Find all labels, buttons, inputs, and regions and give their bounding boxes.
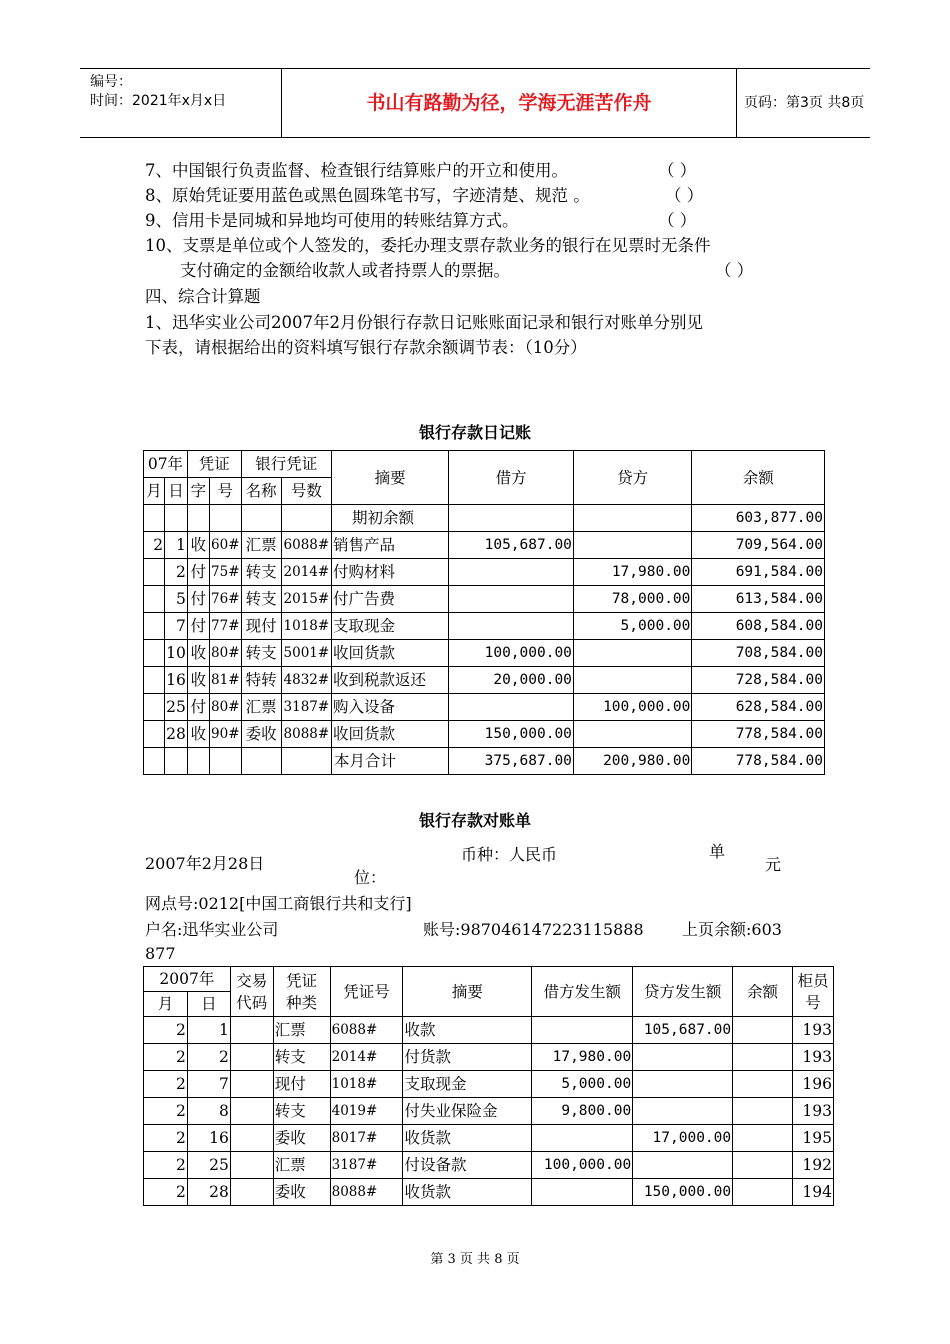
hdr-summary: 摘要 xyxy=(331,451,448,505)
journal-debit xyxy=(449,694,574,721)
statement-unit-a: 单 xyxy=(709,842,726,861)
hdr-bank-voucher: 银行凭证 xyxy=(241,451,331,478)
st-hdr-debit: 借方发生额 xyxy=(532,967,633,1017)
journal-debit xyxy=(449,586,574,613)
st-hdr-day: 日 xyxy=(187,992,230,1017)
journal-day: 10 xyxy=(165,640,188,667)
statement-row xyxy=(144,1125,834,1152)
statement-debit xyxy=(532,1179,633,1206)
statement-debit xyxy=(532,1017,633,1044)
bank-statement-table xyxy=(143,966,834,1206)
journal-row xyxy=(144,559,825,586)
journal-month xyxy=(144,613,165,640)
statement-summary: 付货款 xyxy=(403,1044,532,1071)
statement-debit: 5,000.00 xyxy=(532,1071,633,1098)
statement-credit xyxy=(633,1152,733,1179)
statement-balance xyxy=(733,1071,793,1098)
hdr-num: 号数 xyxy=(281,478,331,505)
time-label: 时间：2021年x月x日 xyxy=(90,93,227,109)
journal-bank-voucher-no: 2014# xyxy=(281,559,331,586)
journal-day xyxy=(165,748,188,775)
statement-unit-b: 位： xyxy=(354,868,387,887)
journal-title: 银行存款日记账 xyxy=(418,423,531,442)
statement-credit xyxy=(633,1044,733,1071)
journal-credit: 5,000.00 xyxy=(573,613,691,640)
journal-month xyxy=(144,748,165,775)
statement-row xyxy=(144,1098,834,1125)
journal-month xyxy=(144,586,165,613)
journal-month xyxy=(144,667,165,694)
journal-voucher-type xyxy=(187,748,209,775)
journal-voucher-type xyxy=(187,505,209,532)
statement-row xyxy=(144,1179,834,1206)
journal-credit xyxy=(573,532,691,559)
journal-debit xyxy=(449,613,574,640)
journal-voucher-type: 收 xyxy=(187,721,209,748)
journal-day: 2 xyxy=(165,559,188,586)
statement-day: 2 xyxy=(187,1044,230,1071)
journal-month: 2 xyxy=(144,532,165,559)
statement-summary: 支取现金 xyxy=(403,1071,532,1098)
journal-summary: 收回货款 xyxy=(331,721,448,748)
statement-voucher-no: 4019# xyxy=(330,1098,403,1125)
statement-voucher-no: 1018# xyxy=(330,1071,403,1098)
statement-teller: 192 xyxy=(792,1152,833,1179)
journal-bank-voucher-no xyxy=(281,748,331,775)
journal-row xyxy=(144,505,825,532)
statement-trans-code xyxy=(230,1179,273,1206)
journal-bank-voucher-name: 委收 xyxy=(241,721,281,748)
journal-debit: 375,687.00 xyxy=(449,748,574,775)
journal-balance: 728,584.00 xyxy=(692,667,825,694)
question-9: 9、信用卡是同城和异地均可使用的转账结算方式。 （ ） xyxy=(145,211,697,230)
statement-balance xyxy=(733,1098,793,1125)
header-motto: 书山有路勤为径，学海无涯苦作舟 xyxy=(282,69,737,137)
hdr-year: 07年 xyxy=(144,451,188,478)
statement-voucher-type: 汇票 xyxy=(273,1152,330,1179)
statement-credit: 105,687.00 xyxy=(633,1017,733,1044)
journal-day: 28 xyxy=(165,721,188,748)
journal-day: 1 xyxy=(165,532,188,559)
st-hdr-summary: 摘要 xyxy=(403,967,532,1017)
journal-bank-voucher-name: 转支 xyxy=(241,640,281,667)
journal-row xyxy=(144,586,825,613)
journal-row xyxy=(144,748,825,775)
journal-credit xyxy=(573,505,691,532)
statement-summary: 付失业保险金 xyxy=(403,1098,532,1125)
statement-date: 2007年2月28日 xyxy=(145,854,265,873)
statement-summary: 收货款 xyxy=(403,1179,532,1206)
statement-day: 8 xyxy=(187,1098,230,1125)
statement-balance xyxy=(733,1152,793,1179)
question-10-cont: 支付确定的金额给收款人或者持票人的票据。 （ ） xyxy=(180,261,754,280)
journal-bank-voucher-name: 转支 xyxy=(241,586,281,613)
journal-row xyxy=(144,667,825,694)
hdr-debit: 借方 xyxy=(449,451,574,505)
st-hdr-teller: 柜员 号 xyxy=(792,967,833,1017)
journal-voucher-no: 75# xyxy=(209,559,241,586)
statement-month: 2 xyxy=(144,1179,188,1206)
statement-voucher-no: 6088# xyxy=(330,1017,403,1044)
statement-voucher-no: 8017# xyxy=(330,1125,403,1152)
journal-balance: 603,877.00 xyxy=(692,505,825,532)
journal-day: 5 xyxy=(165,586,188,613)
statement-voucher-type: 委收 xyxy=(273,1179,330,1206)
journal-credit xyxy=(573,721,691,748)
journal-summary: 支取现金 xyxy=(331,613,448,640)
journal-voucher-type: 付 xyxy=(187,613,209,640)
statement-header-row-1 xyxy=(144,967,834,992)
st-hdr-credit: 贷方发生额 xyxy=(633,967,733,1017)
statement-month: 2 xyxy=(144,1098,188,1125)
statement-month: 2 xyxy=(144,1044,188,1071)
journal-voucher-no xyxy=(209,505,241,532)
statement-balance xyxy=(733,1125,793,1152)
journal-voucher-no: 80# xyxy=(209,694,241,721)
statement-voucher-no: 8088# xyxy=(330,1179,403,1206)
page-header xyxy=(80,68,870,138)
journal-credit: 100,000.00 xyxy=(573,694,691,721)
journal-summary: 付购材料 xyxy=(331,559,448,586)
hdr-credit: 贷方 xyxy=(573,451,691,505)
journal-balance: 613,584.00 xyxy=(692,586,825,613)
journal-voucher-no xyxy=(209,748,241,775)
journal-bank-voucher-no: 3187# xyxy=(281,694,331,721)
statement-voucher-no: 2014# xyxy=(330,1044,403,1071)
statement-voucher-type: 汇票 xyxy=(273,1017,330,1044)
journal-summary: 购入设备 xyxy=(331,694,448,721)
journal-bank-voucher-no: 5001# xyxy=(281,640,331,667)
statement-row xyxy=(144,1044,834,1071)
journal-voucher-no: 60# xyxy=(209,532,241,559)
journal-debit: 20,000.00 xyxy=(449,667,574,694)
journal-header-row-1 xyxy=(144,451,825,478)
statement-account-name: 户名:迅华实业公司 xyxy=(145,920,279,939)
journal-voucher-type: 收 xyxy=(187,640,209,667)
question-10: 10、支票是单位或个人签发的，委托办理支票存款业务的银行在见票时无条件 xyxy=(145,236,711,255)
st-hdr-balance: 余额 xyxy=(733,967,793,1017)
journal-summary: 本月合计 xyxy=(331,748,448,775)
header-meta xyxy=(80,69,282,137)
journal-summary: 收回货款 xyxy=(331,640,448,667)
journal-month xyxy=(144,721,165,748)
statement-voucher-type: 现付 xyxy=(273,1071,330,1098)
journal-voucher-no: 80# xyxy=(209,640,241,667)
journal-bank-voucher-name xyxy=(241,505,281,532)
journal-voucher-no: 77# xyxy=(209,613,241,640)
statement-credit: 17,000.00 xyxy=(633,1125,733,1152)
statement-day: 16 xyxy=(187,1125,230,1152)
question-7: 7、中国银行负责监督、检查银行结算账户的开立和使用。 （ ） xyxy=(145,161,697,180)
journal-debit: 100,000.00 xyxy=(449,640,574,667)
statement-teller: 196 xyxy=(792,1071,833,1098)
statement-voucher-type: 转支 xyxy=(273,1098,330,1125)
statement-trans-code xyxy=(230,1152,273,1179)
journal-bank-voucher-name xyxy=(241,748,281,775)
statement-currency: 币种：人民币 xyxy=(461,845,558,864)
journal-credit xyxy=(573,667,691,694)
statement-month: 2 xyxy=(144,1125,188,1152)
statement-trans-code xyxy=(230,1071,273,1098)
statement-title: 银行存款对账单 xyxy=(418,811,531,830)
statement-voucher-type: 转支 xyxy=(273,1044,330,1071)
journal-day: 7 xyxy=(165,613,188,640)
section-title: 四、综合计算题 xyxy=(145,287,261,306)
st-hdr-month: 月 xyxy=(144,992,188,1017)
statement-debit xyxy=(532,1125,633,1152)
hdr-balance: 余额 xyxy=(692,451,825,505)
hdr-month: 月 xyxy=(144,478,165,505)
journal-bank-voucher-name: 转支 xyxy=(241,559,281,586)
statement-account-no: 账号:987046147223115888 xyxy=(423,920,644,939)
journal-balance: 691,584.00 xyxy=(692,559,825,586)
journal-day: 16 xyxy=(165,667,188,694)
statement-credit xyxy=(633,1098,733,1125)
statement-balance xyxy=(733,1179,793,1206)
journal-summary: 销售产品 xyxy=(331,532,448,559)
hdr-voucher: 凭证 xyxy=(187,451,241,478)
journal-credit: 200,980.00 xyxy=(573,748,691,775)
statement-unit-c: 元 xyxy=(765,855,782,874)
statement-trans-code xyxy=(230,1044,273,1071)
statement-prev-balance-cont: 877 xyxy=(145,944,176,963)
statement-summary: 收货款 xyxy=(403,1125,532,1152)
statement-debit: 17,980.00 xyxy=(532,1044,633,1071)
problem-line-2: 下表，请根据给出的资料填写银行存款余额调节表：（10分） xyxy=(145,338,587,357)
statement-voucher-type: 委收 xyxy=(273,1125,330,1152)
statement-summary: 收款 xyxy=(403,1017,532,1044)
bank-journal-table xyxy=(143,450,825,775)
number-label: 编号： xyxy=(90,74,132,90)
journal-credit: 17,980.00 xyxy=(573,559,691,586)
statement-branch: 网点号:0212[中国工商银行共和支行] xyxy=(145,894,412,913)
journal-voucher-no: 81# xyxy=(209,667,241,694)
journal-row xyxy=(144,613,825,640)
journal-bank-voucher-no xyxy=(281,505,331,532)
journal-debit xyxy=(449,559,574,586)
journal-balance: 778,584.00 xyxy=(692,748,825,775)
statement-balance xyxy=(733,1044,793,1071)
journal-voucher-type: 付 xyxy=(187,559,209,586)
statement-debit: 9,800.00 xyxy=(532,1098,633,1125)
question-8: 8、原始凭证要用蓝色或黑色圆珠笔书写，字迹清楚、规范 。 （ ） xyxy=(145,186,704,205)
page-footer: 第 3 页 共 8 页 xyxy=(430,1252,520,1267)
statement-teller: 194 xyxy=(792,1179,833,1206)
journal-debit: 105,687.00 xyxy=(449,532,574,559)
hdr-no: 号 xyxy=(209,478,241,505)
journal-row xyxy=(144,694,825,721)
journal-month xyxy=(144,640,165,667)
statement-day: 28 xyxy=(187,1179,230,1206)
hdr-day: 日 xyxy=(165,478,188,505)
journal-month xyxy=(144,559,165,586)
statement-month: 2 xyxy=(144,1017,188,1044)
statement-row xyxy=(144,1017,834,1044)
journal-debit xyxy=(449,505,574,532)
statement-debit: 100,000.00 xyxy=(532,1152,633,1179)
journal-month xyxy=(144,694,165,721)
statement-teller: 193 xyxy=(792,1098,833,1125)
st-hdr-voucher-no: 凭证号 xyxy=(330,967,403,1017)
journal-credit: 78,000.00 xyxy=(573,586,691,613)
journal-bank-voucher-no: 8088# xyxy=(281,721,331,748)
journal-bank-voucher-name: 现付 xyxy=(241,613,281,640)
journal-balance: 608,584.00 xyxy=(692,613,825,640)
st-hdr-trans-code: 交易 代码 xyxy=(230,967,273,1017)
statement-credit: 150,000.00 xyxy=(633,1179,733,1206)
statement-voucher-no: 3187# xyxy=(330,1152,403,1179)
journal-bank-voucher-name: 汇票 xyxy=(241,532,281,559)
statement-day: 1 xyxy=(187,1017,230,1044)
journal-bank-voucher-name: 汇票 xyxy=(241,694,281,721)
statement-trans-code xyxy=(230,1125,273,1152)
journal-row xyxy=(144,640,825,667)
journal-day: 25 xyxy=(165,694,188,721)
journal-balance: 708,584.00 xyxy=(692,640,825,667)
journal-balance: 778,584.00 xyxy=(692,721,825,748)
problem-line-1: 1、迅华实业公司2007年2月份银行存款日记账账面记录和银行对账单分别见 xyxy=(145,313,703,332)
st-hdr-year: 2007年 xyxy=(144,967,231,992)
journal-summary: 付广告费 xyxy=(331,586,448,613)
journal-summary: 期初余额 xyxy=(331,505,448,532)
page-indicator: 页码：第3页 共8页 xyxy=(744,95,865,111)
statement-balance xyxy=(733,1017,793,1044)
statement-day: 25 xyxy=(187,1152,230,1179)
journal-day xyxy=(165,505,188,532)
statement-row xyxy=(144,1152,834,1179)
statement-trans-code xyxy=(230,1098,273,1125)
hdr-name: 名称 xyxy=(241,478,281,505)
journal-bank-voucher-no: 1018# xyxy=(281,613,331,640)
journal-row xyxy=(144,532,825,559)
journal-voucher-type: 收 xyxy=(187,667,209,694)
statement-prev-balance: 上页余额:603 xyxy=(682,920,782,939)
journal-month xyxy=(144,505,165,532)
statement-row xyxy=(144,1071,834,1098)
hdr-type: 字 xyxy=(187,478,209,505)
statement-teller: 193 xyxy=(792,1044,833,1071)
journal-bank-voucher-no: 2015# xyxy=(281,586,331,613)
statement-month: 2 xyxy=(144,1071,188,1098)
statement-teller: 193 xyxy=(792,1017,833,1044)
statement-day: 7 xyxy=(187,1071,230,1098)
journal-credit xyxy=(573,640,691,667)
statement-month: 2 xyxy=(144,1152,188,1179)
st-hdr-voucher-type: 凭证 种类 xyxy=(273,967,330,1017)
journal-bank-voucher-no: 6088# xyxy=(281,532,331,559)
statement-trans-code xyxy=(230,1017,273,1044)
journal-bank-voucher-name: 特转 xyxy=(241,667,281,694)
journal-voucher-no: 76# xyxy=(209,586,241,613)
journal-voucher-no: 90# xyxy=(209,721,241,748)
journal-voucher-type: 收 xyxy=(187,532,209,559)
journal-bank-voucher-no: 4832# xyxy=(281,667,331,694)
statement-credit xyxy=(633,1071,733,1098)
journal-debit: 150,000.00 xyxy=(449,721,574,748)
journal-summary: 收到税款返还 xyxy=(331,667,448,694)
statement-summary: 付设备款 xyxy=(403,1152,532,1179)
journal-balance: 628,584.00 xyxy=(692,694,825,721)
statement-teller: 195 xyxy=(792,1125,833,1152)
journal-row xyxy=(144,721,825,748)
journal-voucher-type: 付 xyxy=(187,586,209,613)
journal-balance: 709,564.00 xyxy=(692,532,825,559)
journal-voucher-type: 付 xyxy=(187,694,209,721)
